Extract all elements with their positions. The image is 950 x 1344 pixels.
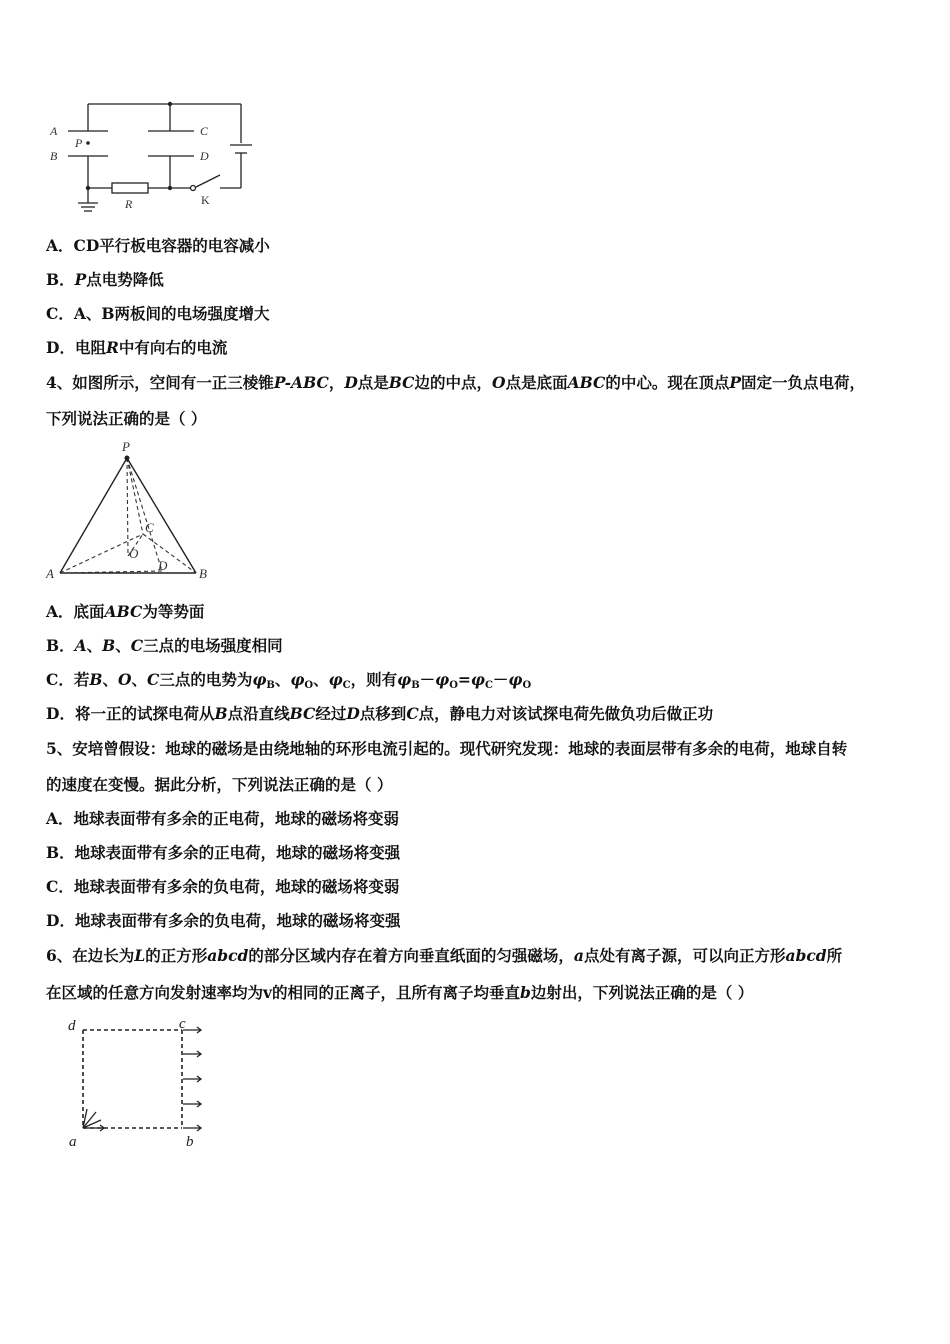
q3-option-c[interactable]: C．A、B两板间的电场强度增大: [46, 304, 270, 323]
q3-option-b[interactable]: B．P点电势降低: [46, 270, 164, 289]
label-P: P: [75, 136, 83, 150]
label-a: a: [69, 1134, 77, 1150]
label-c: c: [179, 1016, 186, 1032]
q4-option-d[interactable]: D．将一正的试探电荷从B点沿直线BC经过D点移到C点，静电力对该试探电荷先做负功后做正功: [46, 704, 714, 723]
q5-option-a[interactable]: A．地球表面带有多余的正电荷，地球的磁场将变弱: [46, 809, 400, 828]
label-D: D: [200, 149, 209, 163]
label-C: C: [145, 520, 154, 535]
label-K: K: [201, 193, 210, 207]
q3-option-a[interactable]: A．CD平行板电容器的电容减小: [46, 236, 270, 255]
square-field-figure: [60, 1014, 220, 1154]
q5-option-d[interactable]: D．地球表面带有多余的负电荷，地球的磁场将变强: [46, 911, 401, 930]
q4-option-b[interactable]: B．A、B、C三点的电场强度相同: [46, 636, 283, 655]
label-O: O: [129, 546, 139, 561]
q3-option-d[interactable]: D．电阻R中有向右的电流: [46, 338, 228, 357]
label-D: D: [158, 558, 168, 573]
q6-stem-line1: 6、在边长为L的正方形abcd的部分区域内存在着方向垂直纸面的匀强磁场，a点处有离子源，可以向正方形abcd所: [46, 946, 843, 965]
q4-option-c[interactable]: C．若B、O、C三点的电势为$\varphi_B$、$\varphi_O$、$\varphi_C$，则有$\varphi_B-\varphi_O=\varphi_C-\varphi_O$: [46, 670, 532, 691]
label-P: P: [122, 439, 130, 454]
pyramid-figure: [40, 436, 220, 584]
circuit-figure: [44, 98, 264, 220]
q4-stem-line2: 下列说法正确的是（ ）: [46, 409, 207, 428]
q5-option-b[interactable]: B．地球表面带有多余的正电荷，地球的磁场将变强: [46, 843, 401, 862]
q6-stem-line2: 在区域的任意方向发射速率均为v的相同的正离子，且所有离子均垂直b边射出，下列说法正确的是（ ）: [46, 983, 754, 1002]
label-d: d: [68, 1018, 76, 1034]
q4-stem-line1: 4、如图所示，空间有一正三棱锥P-ABC，D点是BC边的中点，O点是底面ABC的中心。现在顶点P固定一负点电荷，: [46, 373, 866, 392]
label-A: A: [50, 124, 58, 138]
q4-option-a[interactable]: A．底面ABC为等势面: [46, 602, 205, 621]
q5-stem-line1: 5、安培曾假设：地球的磁场是由绕地轴的环形电流引起的。现代研究发现：地球的表面层带有多余的电荷，地球自转: [46, 739, 848, 758]
label-C: C: [200, 124, 209, 138]
label-b: b: [186, 1134, 194, 1150]
label-A: A: [46, 566, 54, 581]
label-B: B: [199, 566, 207, 581]
q5-option-c[interactable]: C．地球表面带有多余的负电荷，地球的磁场将变弱: [46, 877, 400, 896]
q5-stem-line2: 的速度在变慢。据此分析，下列说法正确的是（ ）: [46, 775, 393, 794]
label-R: R: [125, 197, 133, 211]
label-B: B: [50, 149, 58, 163]
